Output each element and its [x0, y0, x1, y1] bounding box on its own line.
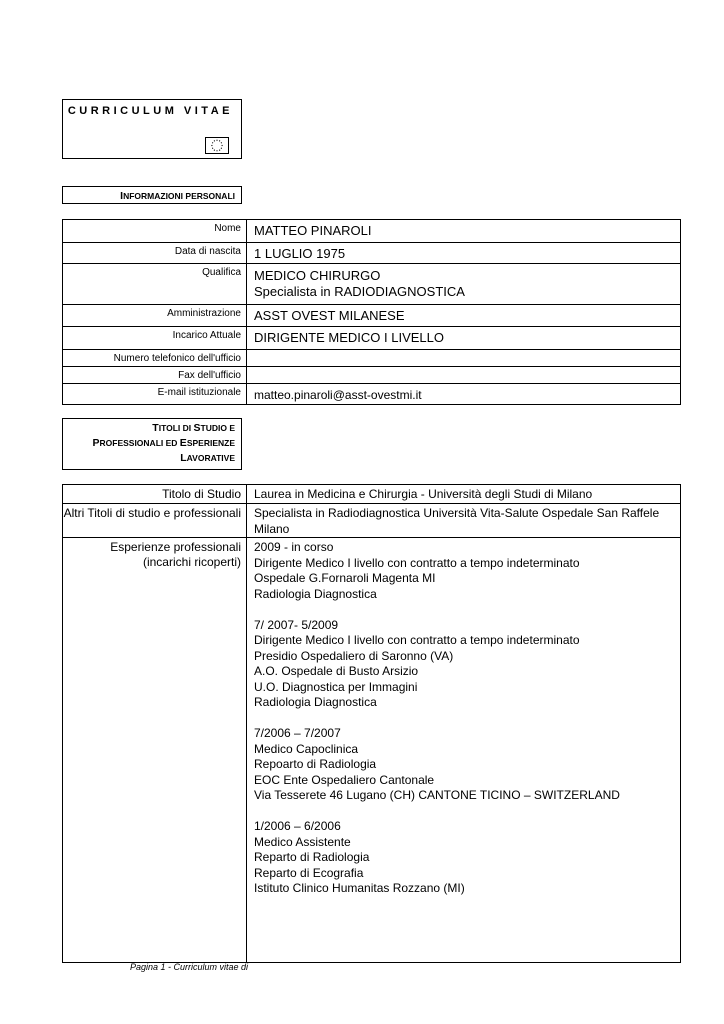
table-row: [63, 350, 681, 367]
row-value-data-nascita: 1 LUGLIO 1975: [247, 243, 681, 264]
esperienze-label: Esperienze professionali (incarichi ricoperti): [63, 538, 247, 963]
row-label-incarico: Incarico Attuale: [63, 327, 247, 350]
titolo-studio-value: Laurea in Medicina e Chirurgia - Università degli Studi di Milano: [247, 485, 681, 504]
titles-table: [62, 484, 681, 963]
experience-line: Via Tesserete 46 Lugano (CH) CANTONE TICINO – SWITZERLAND: [254, 788, 620, 802]
row-value-fax: [247, 367, 681, 384]
experience-line: A.O. Ospedale di Busto Arsizio: [254, 664, 419, 678]
cv-header-box: [62, 99, 242, 159]
row-value-qualifica: MEDICO CHIRURGO Specialista in RADIODIAGNOSTICA: [247, 264, 681, 305]
experience-line: Reparto di Radiologia: [254, 850, 370, 864]
row-label-email: E-mail istituzionale: [63, 384, 247, 405]
table-row: [63, 485, 681, 504]
table-row: [63, 367, 681, 384]
row-label-data-nascita: Data di nascita: [63, 243, 247, 264]
list-item: [254, 618, 680, 711]
cv-title: CURRICULUM VITAE: [67, 105, 233, 117]
table-row: [63, 264, 681, 305]
list-item: [254, 540, 680, 602]
experience-period: 7/ 2007- 5/2009: [254, 617, 339, 632]
experience-line: Dirigente Medico I livello con contratto a tempo indeterminato: [254, 633, 580, 647]
experience-period: 7/2006 – 7/2007: [254, 726, 341, 740]
experience-line: Istituto Clinico Humanitas Rozzano (MI): [254, 881, 465, 895]
row-value-amministrazione: ASST OVEST MILANESE: [247, 305, 681, 327]
experience-line: Medico Assistente: [254, 834, 351, 849]
experience-period: 1/2006 – 6/2006: [254, 819, 341, 833]
esperienze-value: [247, 538, 681, 963]
experience-line: Radiologia Diagnostica: [254, 586, 377, 601]
table-row: [63, 504, 681, 538]
row-label-amministrazione: Amministrazione: [63, 305, 247, 327]
altri-titoli-label: Altri Titoli di studio e professionali: [63, 504, 247, 538]
experience-period: 2009 - in corso: [254, 540, 334, 554]
experience-line: EOC Ente Ospedaliero Cantonale: [254, 772, 435, 787]
experience-line: Reparto di Ecografia: [254, 865, 364, 880]
table-row: [63, 305, 681, 327]
page-footer: Pagina 1 - Curriculum vitae di: [130, 962, 249, 972]
personal-info-table: [62, 219, 681, 405]
experience-line: Repoarto di Radiologia: [254, 757, 377, 771]
row-label-nome: Nome: [63, 220, 247, 243]
experience-line: Ospedale G.Fornaroli Magenta MI: [254, 571, 436, 585]
row-value-nome: MATTEO PINAROLI: [247, 220, 681, 243]
experience-line: Radiologia Diagnostica: [254, 695, 377, 709]
altri-titoli-value: Specialista in Radiodiagnostica Università Vita-Salute Ospedale San Raffele Milano: [247, 504, 681, 538]
eu-flag-icon: [205, 137, 229, 154]
row-label-fax: Fax dell'ufficio: [63, 367, 247, 384]
titolo-studio-label: Titolo di Studio: [63, 485, 247, 504]
list-item: [254, 726, 680, 804]
table-row: [63, 243, 681, 264]
list-item: [254, 819, 680, 897]
table-row: [63, 384, 681, 405]
experience-line: Medico Capoclinica: [254, 741, 359, 756]
titles-section-title: TITOLI DI STUDIO E PROFESSIONALI ED ESPERIENZE LAVORATIVE: [62, 418, 242, 470]
row-value-incarico: DIRIGENTE MEDICO I LIVELLO: [247, 327, 681, 350]
table-row: [63, 538, 681, 963]
experience-line: Dirigente Medico I livello con contratto a tempo indeterminato: [254, 555, 580, 570]
table-row: [63, 327, 681, 350]
experience-line: Presidio Ospedaliero di Saronno (VA): [254, 648, 454, 663]
table-row: [63, 220, 681, 243]
experience-line: U.O. Diagnostica per Immagini: [254, 679, 418, 694]
row-label-qualifica: Qualifica: [63, 264, 247, 305]
row-value-email: matteo.pinaroli@asst-ovestmi.it: [247, 384, 681, 405]
row-label-telefono: Numero telefonico dell'ufficio: [63, 350, 247, 367]
personal-section-title: INFORMAZIONI PERSONALI: [62, 186, 242, 204]
row-value-telefono: [247, 350, 681, 367]
experience-list: [254, 540, 680, 897]
